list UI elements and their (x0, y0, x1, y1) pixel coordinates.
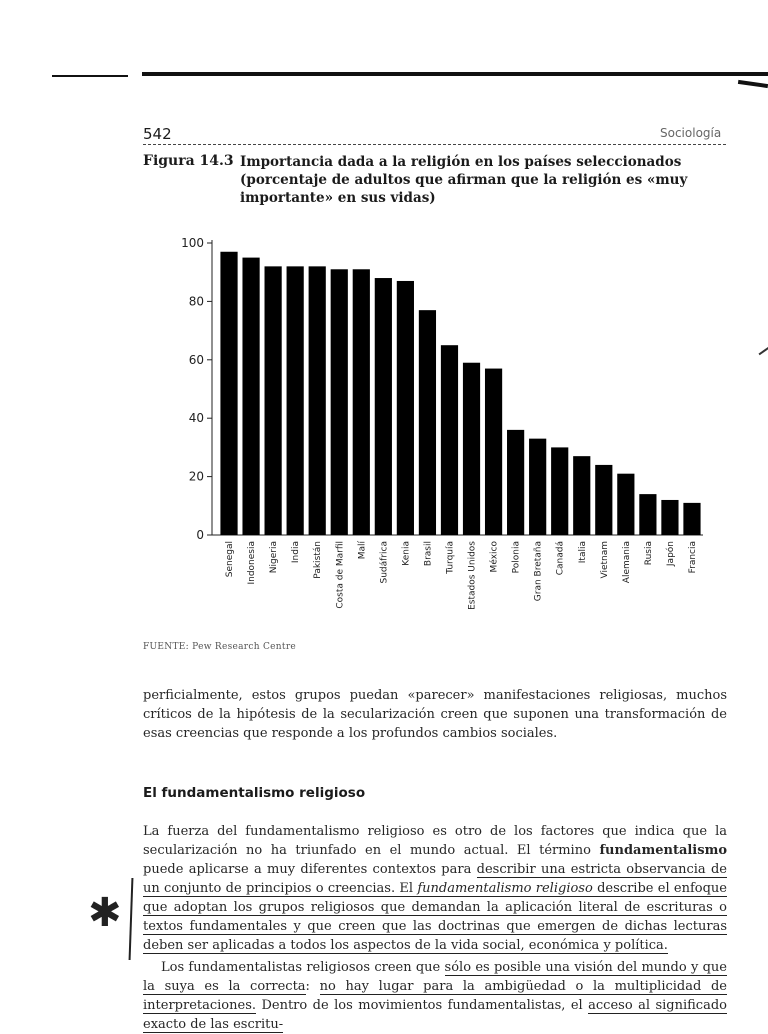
bar (683, 503, 700, 535)
para-second-c: Dentro de los movimientos fundamentalistas, el (256, 998, 589, 1013)
figure-source: FUENTE: Pew Research Centre (143, 642, 297, 652)
x-tick-label: México (489, 541, 500, 573)
y-tick-label: 100 (181, 236, 204, 250)
top-rule-corner (738, 80, 768, 88)
section-heading: El fundamentalismo religioso (143, 785, 366, 801)
bar (353, 269, 370, 535)
bar (463, 363, 480, 535)
para-second-underline-3: acceso al significado exacto de las escritu- (143, 998, 727, 1032)
para-second-b: : (305, 979, 320, 994)
bar (242, 258, 259, 535)
x-tick-label: Alemania (621, 541, 632, 584)
handwritten-star-mark-icon: ✱ (88, 890, 122, 936)
y-tick-label: 40 (188, 411, 204, 426)
x-tick-label: Italia (577, 541, 588, 564)
top-rule-right (142, 72, 768, 76)
x-tick-label: Vietnam (599, 541, 610, 579)
bar (309, 266, 326, 535)
scan-edge-mark (759, 347, 768, 356)
bar (573, 456, 590, 535)
y-tick-label: 20 (188, 469, 204, 484)
x-tick-label: Kenia (401, 541, 412, 566)
para-main-italic: fundamentalismo religioso (417, 881, 593, 896)
figure-title: Importancia dada a la religión en los países seleccionados (porcentaje de adultos que afirman que la religión es «muy importante» en sus vidas) (240, 154, 688, 206)
x-tick-label: Polonia (511, 541, 522, 574)
bar (265, 266, 282, 535)
bar (220, 252, 237, 535)
paragraph-intro: perficialmente, estos grupos puedan «parecer» manifestaciones religiosas, muchos críticos de la hipótesis de la secularización creen que suponen una transformación de esas creencias que responde a los profundos cambios sociales. (143, 688, 727, 741)
running-head: Sociología (660, 126, 722, 140)
x-tick-label: Costa de Marfil (335, 541, 346, 609)
y-tick-label: 60 (188, 352, 204, 367)
bar (375, 278, 392, 535)
bar (617, 474, 634, 535)
paragraph-fundamentalists (143, 958, 727, 1034)
para-second-underline-2: no hay lugar para la ambigüedad o la multiplicidad de interpretaciones. (143, 979, 728, 1013)
y-tick-label: 80 (188, 294, 204, 309)
bar (507, 430, 524, 535)
y-tick-label: 0 (196, 528, 204, 542)
x-tick-label: Japón (665, 541, 676, 567)
bar (639, 494, 656, 535)
para-main-underline-1: describir una estricta observancia de un conjunto de principios o creencias. El (143, 862, 727, 896)
bar (551, 447, 568, 535)
para-main-b: puede aplicarse a muy diferentes contextos para (143, 862, 477, 877)
para-second-a: Los fundamentalistas religiosos creen que (161, 960, 445, 975)
para-main-a: La fuerza del fundamentalismo religioso es otro de los factores que indica que la secularización no ha triunfado en el mundo actual. El término (143, 824, 727, 858)
figure-label: Figura 14.3 (143, 153, 234, 169)
bar (441, 345, 458, 535)
bar (529, 439, 546, 535)
x-tick-label: Indonesia (247, 541, 258, 585)
x-tick-label: India (291, 541, 302, 564)
page-number: 542 (143, 125, 172, 143)
handwritten-margin-line (129, 878, 134, 960)
x-tick-label: Malí (357, 541, 368, 560)
x-tick-label: Turquía (445, 541, 456, 574)
x-tick-label: Brasil (423, 541, 434, 567)
bar (419, 310, 436, 535)
para-second-underline-1: sólo es posible una visión del mundo y que la suya es la correcta (143, 960, 727, 994)
x-tick-label: Pakistán (313, 541, 324, 579)
bar (287, 266, 304, 535)
para-main-underline-2: describe el enfoque que adoptan los grupos religiosos que demandan la aplicación literal de escrituras o textos fundamentales y que creen que las doctrinas que emergen de dichas lecturas deben ser aplicadas a todos los aspectos de la vida social, económica y política. (143, 881, 727, 953)
x-tick-label: Estados Unidos (467, 541, 478, 610)
top-rule-left (52, 75, 128, 77)
header-rule (143, 144, 726, 145)
x-tick-label: Canadá (555, 541, 566, 576)
x-tick-label: Senegal (225, 541, 236, 578)
x-tick-label: Nigeria (269, 541, 280, 574)
bar (397, 281, 414, 535)
bar (485, 369, 502, 535)
bar (661, 500, 678, 535)
x-tick-label: Rusia (643, 541, 654, 566)
bar (595, 465, 612, 535)
para-main-bold: fundamentalismo (599, 843, 727, 858)
bar (331, 269, 348, 535)
bar-chart (160, 228, 720, 640)
x-tick-label: Gran Bretaña (533, 541, 544, 602)
x-tick-label: Francia (687, 541, 698, 574)
paragraph-fundamentalism (143, 822, 727, 955)
x-tick-label: Sudáfrica (379, 541, 390, 584)
